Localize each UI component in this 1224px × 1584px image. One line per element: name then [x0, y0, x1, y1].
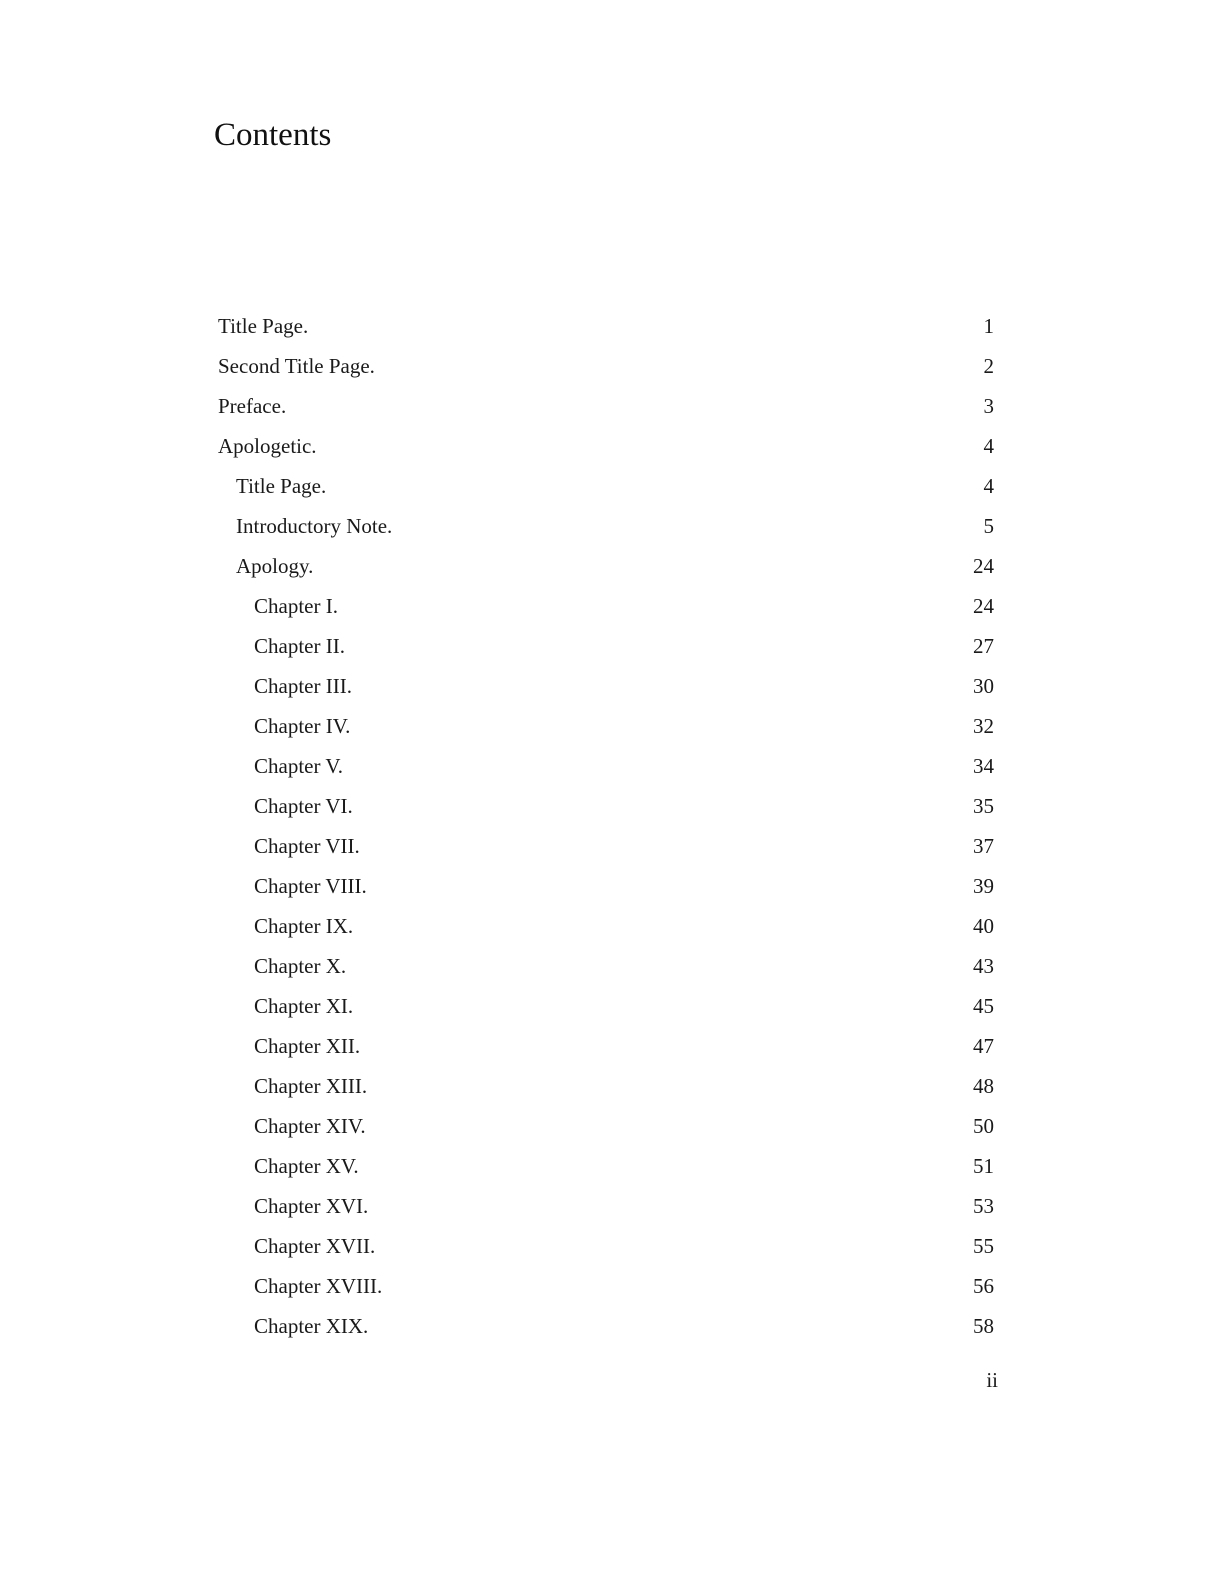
toc-entry-page: 56: [973, 1273, 994, 1298]
toc-entry[interactable]: [218, 1186, 994, 1226]
toc-entry-page: 35: [973, 793, 994, 818]
table-of-contents: [218, 306, 994, 1346]
toc-entry-label[interactable]: Apologetic.: [218, 433, 317, 458]
toc-entry-label[interactable]: Chapter X.: [254, 953, 347, 978]
toc-entry-label[interactable]: Chapter VII.: [254, 833, 360, 858]
toc-entry-label[interactable]: Chapter XIV.: [254, 1113, 366, 1138]
toc-entry[interactable]: [218, 586, 994, 626]
toc-entry-page: 27: [973, 633, 994, 658]
toc-entry[interactable]: [218, 666, 994, 706]
toc-entry-page: 34: [973, 753, 994, 778]
toc-entry-label[interactable]: Chapter XVII.: [254, 1233, 376, 1258]
toc-entry-label[interactable]: Chapter I.: [254, 593, 338, 618]
toc-entry-page: 50: [973, 1113, 994, 1138]
toc-entry-label[interactable]: Chapter XIII.: [254, 1073, 368, 1098]
toc-entry-label[interactable]: Second Title Page.: [218, 353, 375, 378]
toc-entry[interactable]: [218, 706, 994, 746]
toc-entry[interactable]: [218, 426, 994, 466]
toc-entry[interactable]: [218, 506, 994, 546]
toc-entry-page: 4: [983, 433, 994, 458]
toc-entry-page: 58: [973, 1313, 994, 1338]
toc-entry-page: 45: [973, 993, 994, 1018]
toc-entry[interactable]: [218, 1146, 994, 1186]
toc-entry-label[interactable]: Chapter XI.: [254, 993, 354, 1018]
toc-entry-page: 5: [983, 513, 994, 538]
toc-entry-label[interactable]: Apology.: [236, 553, 314, 578]
toc-entry[interactable]: [218, 1266, 994, 1306]
toc-entry-page: 48: [973, 1073, 994, 1098]
toc-entry[interactable]: [218, 1226, 994, 1266]
toc-entry-label[interactable]: Chapter XV.: [254, 1153, 359, 1178]
toc-entry-page: 24: [973, 553, 994, 578]
toc-entry-label[interactable]: Preface.: [218, 393, 287, 418]
toc-entry-page: 4: [983, 473, 994, 498]
toc-entry[interactable]: [218, 1066, 994, 1106]
toc-entry-label[interactable]: Chapter XII.: [254, 1033, 361, 1058]
toc-entry[interactable]: [218, 306, 994, 346]
toc-entry-page: 1: [983, 313, 994, 338]
toc-entry-page: 2: [983, 353, 994, 378]
toc-entry-page: 53: [973, 1193, 994, 1218]
toc-entry[interactable]: [218, 626, 994, 666]
toc-entry-label[interactable]: Introductory Note.: [236, 513, 393, 538]
toc-entry[interactable]: [218, 1026, 994, 1066]
toc-entry[interactable]: [218, 466, 994, 506]
toc-entry-label[interactable]: Title Page.: [218, 313, 309, 338]
page-number: ii: [986, 1368, 998, 1392]
toc-entry-page: 55: [973, 1233, 994, 1258]
toc-entry[interactable]: [218, 866, 994, 906]
toc-entry-label[interactable]: Chapter VI.: [254, 793, 353, 818]
toc-entry-page: 24: [973, 593, 994, 618]
toc-entry-label[interactable]: Chapter II.: [254, 633, 345, 658]
toc-entry[interactable]: [218, 826, 994, 866]
toc-entry-page: 37: [973, 833, 994, 858]
toc-entry[interactable]: [218, 546, 994, 586]
toc-entry-label[interactable]: Chapter VIII.: [254, 873, 367, 898]
toc-entry[interactable]: [218, 946, 994, 986]
toc-entry-page: 39: [973, 873, 994, 898]
toc-entry-label[interactable]: Chapter IX.: [254, 913, 354, 938]
toc-entry-label[interactable]: Chapter XVI.: [254, 1193, 369, 1218]
toc-entry-label[interactable]: Chapter IV.: [254, 713, 351, 738]
toc-entry-label[interactable]: Chapter XVIII.: [254, 1273, 383, 1298]
toc-entry[interactable]: [218, 906, 994, 946]
toc-entry-page: 3: [983, 393, 994, 418]
toc-entry[interactable]: [218, 986, 994, 1026]
toc-entry[interactable]: [218, 346, 994, 386]
toc-entry-page: 43: [973, 953, 994, 978]
toc-entry[interactable]: [218, 746, 994, 786]
toc-entry[interactable]: [218, 1306, 994, 1346]
toc-entry-label[interactable]: Title Page.: [236, 473, 327, 498]
toc-entry-page: 47: [973, 1033, 994, 1058]
toc-entry[interactable]: [218, 386, 994, 426]
toc-entry-page: 30: [973, 673, 994, 698]
toc-entry-label[interactable]: Chapter V.: [254, 753, 344, 778]
toc-entry-page: 32: [973, 713, 994, 738]
toc-entry-page: 51: [973, 1153, 994, 1178]
toc-entry-label[interactable]: Chapter III.: [254, 673, 352, 698]
toc-entry[interactable]: [218, 786, 994, 826]
toc-entry-label[interactable]: Chapter XIX.: [254, 1313, 369, 1338]
toc-entry[interactable]: [218, 1106, 994, 1146]
page-title: Contents: [214, 117, 332, 153]
toc-entry-page: 40: [973, 913, 994, 938]
